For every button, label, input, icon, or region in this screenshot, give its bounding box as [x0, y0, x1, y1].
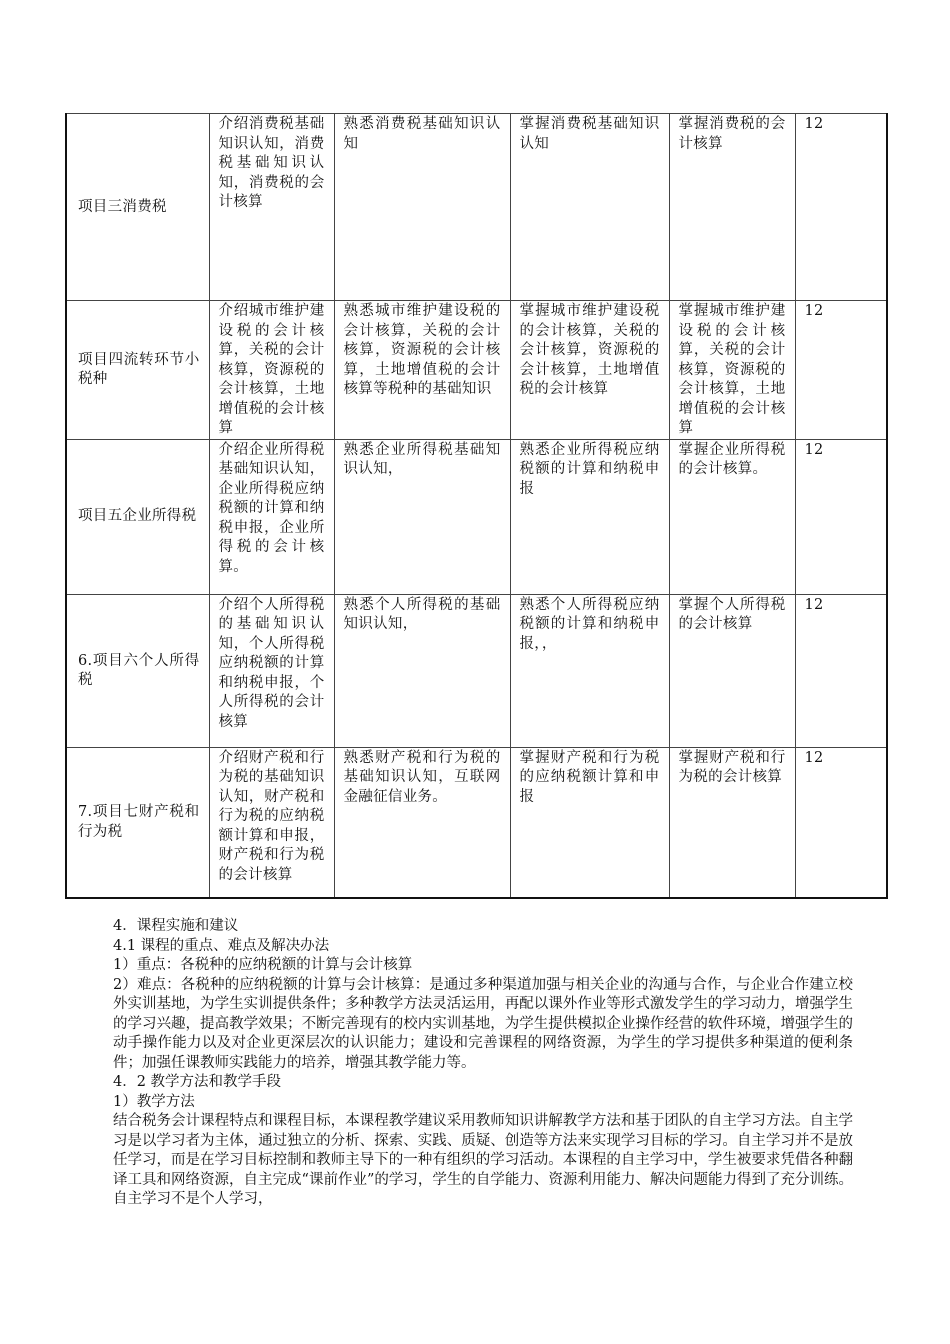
project-name-cell: 6.项目六个人所得税 [66, 594, 209, 747]
knowledge-goal-cell: 熟悉个人所得税的基础知识认知， [334, 594, 510, 747]
table-row [66, 301, 887, 440]
project-name-cell: 7.项目七财产税和行为税 [66, 747, 209, 898]
skill-goal-cell: 掌握消费税基础知识认知 [510, 114, 669, 301]
hours-cell: 12 [795, 747, 887, 898]
subsection-heading: 4．2 教学方法和教学手段 [113, 1074, 282, 1090]
paragraph: 2）难点：各税种的应纳税额的计算与会计核算：是通过多种渠道加强与相关企业的沟通与合作，与企业合作建立校外实训基地，为学生实训提供条件；多种教学方法灵活运用，再配以课外作业等形式激发学生的学习动力，增强学生的学习兴趣，提高教学效果；不断完善现有的校内实训基地，为学生提供模拟企业操作经营的软件环境，增强学生的动手操作能力以及对企业更深层次的认识能力；建设和完善课程的网络资源，为学生的学习提供多种渠道的便利条件；加强任课教师实践能力的培养，增强其教学能力等。 [113, 976, 853, 1071]
teaching-content-cell: 介绍城市维护建设税的会计核算，关税的会计核算，资源税的会计核算，土地增值税的会计核算 [209, 301, 334, 440]
hours-cell: 12 [795, 114, 887, 301]
teaching-content-cell: 介绍个人所得税的基础知识认知，个人所得税应纳税额的计算和纳税申报，个人所得税的会计核算 [209, 594, 334, 747]
table-row [66, 594, 887, 747]
skill-goal-cell: 掌握财产税和行为税的应纳税额计算和申报 [510, 747, 669, 898]
quality-goal-cell: 掌握个人所得税的会计核算 [669, 594, 795, 747]
project-name-cell: 项目三消费税 [66, 114, 209, 301]
quality-goal-cell: 掌握企业所得税的会计核算。 [669, 439, 795, 594]
knowledge-goal-cell: 熟悉消费税基础知识认知 [334, 114, 510, 301]
skill-goal-cell: 掌握城市维护建设税的会计核算，关税的会计核算，资源税的会计核算，土地增值税的会计核算 [510, 301, 669, 440]
paragraph: 结合税务会计课程特点和课程目标，本课程教学建议采用教师知识讲解教学方法和基于团队的自主学习方法。自主学习是以学习者为主体，通过独立的分析、探索、实践、质疑、创造等方法来实现学习目标的学习。自主学习并不是放任学习，而是在学习目标控制和教师主导下的一种有组织的学习活动。本课程的自主学习中，学生被要求凭借各种翻译工具和网络资源，自主完成“课前作业”的学习，学生的自学能力、资源利用能力、解决问题能力得到了充分训练。自主学习不是个人学习， [113, 1113, 853, 1207]
skill-goal-cell: 熟悉企业所得税应纳税额的计算和纳税申报 [510, 439, 669, 594]
hours-cell: 12 [795, 301, 887, 440]
table-row [66, 747, 887, 898]
hours-cell: 12 [795, 594, 887, 747]
teaching-content-cell: 介绍消费税基础知识认知，消费税基础知识认知，消费税的会计核算 [209, 114, 334, 301]
knowledge-goal-cell: 熟悉财产税和行为税的基础知识认知，互联网金融征信业务。 [334, 747, 510, 898]
table-row [66, 114, 887, 301]
project-name-cell: 项目四流转环节小税种 [66, 301, 209, 440]
table-row [66, 439, 887, 594]
teaching-content-cell: 介绍财产税和行为税的基础知识认知，财产税和行为税的应纳税额计算和申报，财产税和行为税的会计核算 [209, 747, 334, 898]
subsection-heading: 4.1 课程的重点、难点及解决办法 [113, 937, 330, 954]
course-content-table [65, 113, 888, 899]
skill-goal-cell: 熟悉个人所得税应纳税额的计算和纳税申报，， [510, 594, 669, 747]
project-name-cell: 项目五企业所得税 [66, 439, 209, 594]
teaching-content-cell: 介绍企业所得税基础知识认知，企业所得税应纳税额的计算和纳税申报，企业所得税的会计核算。 [209, 439, 334, 594]
quality-goal-cell: 掌握城市维护建设税的会计核算，关税的会计核算，资源税的会计核算，土地增值税的会计核算 [669, 301, 795, 440]
paragraph: 1）教学方法 [113, 1093, 195, 1110]
knowledge-goal-cell: 熟悉城市维护建设税的会计核算，关税的会计核算，资源税的会计核算，土地增值税的会计核算等税种的基础知识 [334, 301, 510, 440]
hours-cell: 12 [795, 439, 887, 594]
quality-goal-cell: 掌握消费税的会计核算 [669, 114, 795, 301]
body-text [113, 917, 853, 1210]
knowledge-goal-cell: 熟悉企业所得税基础知识认知， [334, 439, 510, 594]
paragraph: 1）重点：各税种的应纳税额的计算与会计核算 [113, 957, 413, 973]
section-heading: 4．课程实施和建议 [113, 918, 239, 934]
quality-goal-cell: 掌握财产税和行为税的会计核算 [669, 747, 795, 898]
